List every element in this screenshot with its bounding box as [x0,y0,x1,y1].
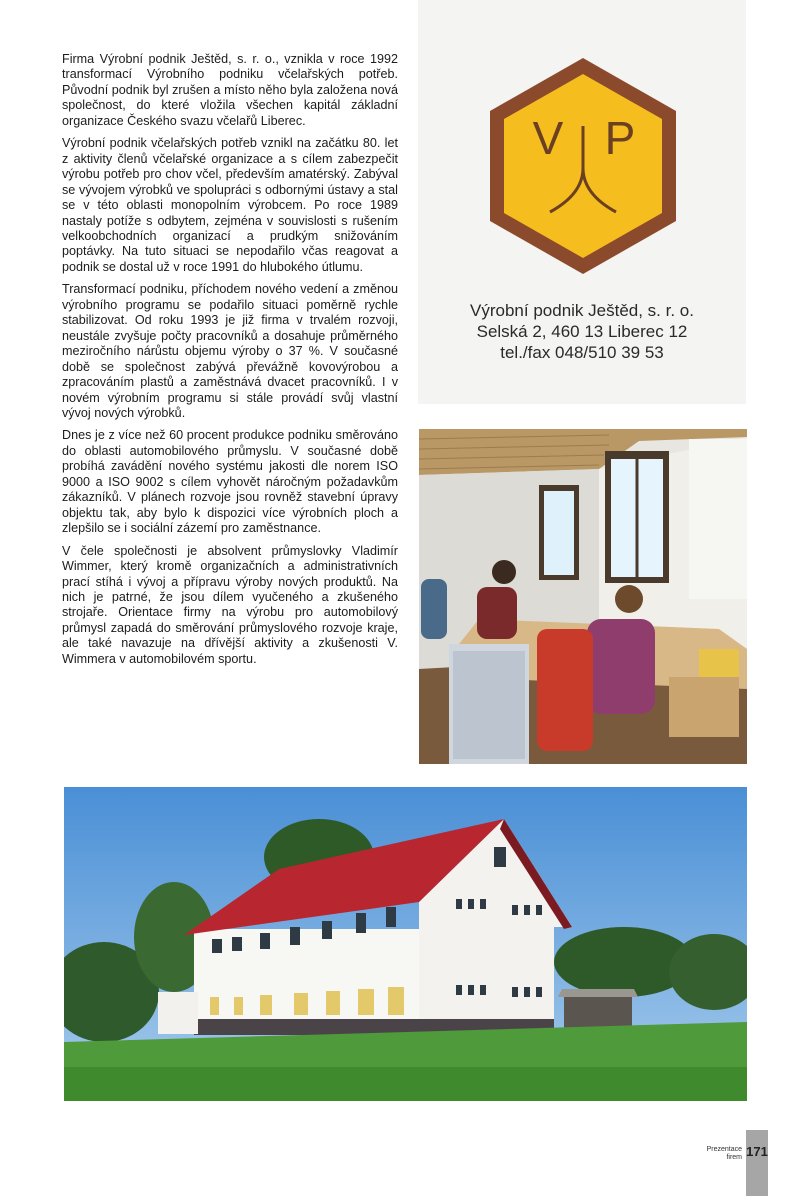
article-paragraph: V čele společnosti je absolvent průmyslovky Vladimír Wimmer, který kromě organizačních a administrativních prací stíhá i vývoj a přípravu výroby nových produktů. Na nich je patrné, že jsou dílem vyučeného a zkušeného strojaře. Orientace firmy na výrobu pro automobilový průmysl zapadá do směrování průmyslového rozvoje kraje, ale také navazuje na dřívější aktivity a zkušenosti V. Wimmera v automobilovém sportu. [62,543,398,666]
company-address: Selská 2, 460 13 Liberec 12 [476,322,688,341]
section-label-line1: Prezentace [706,1146,742,1153]
section-label [707,1146,742,1162]
article-paragraph: Výrobní podnik včelařských potřeb vznikl na začátku 80. let z aktivity členů včelařské organizace a s cílem zabezpečit výrobu potřeb pro chov včel, především amatérský. Zabýval se vývojem výrobků ve spolupráci s odbornými ústavy a stal se v této oblasti monopolním výrobcem. Po roce 1989 nastaly potíže s odbytem, zejména v souvislosti s rušením velkoobchodních organizací a prudkým snižováním poptávky. Na tuto situaci se nepodařilo včas reagovat a podnik se dostal už v roce 1991 do hlubokého útlumu. [62,136,398,274]
vp-hexagon-logo [488,56,678,276]
company-name: Výrobní podnik Ještěd, s. r. o. [470,301,694,320]
company-logo-panel [418,0,746,404]
company-phone: tel./fax 048/510 39 53 [500,343,664,362]
article-paragraph: Firma Výrobní podnik Ještěd, s. r. o., vznikla v roce 1992 transformací Výrobního podniku včelařských potřeb. Původní podnik byl zrušen a místo něho byla založena nová společnost, do které vložila všechen kapitál základní organizace Českého svazu včelařů Liberec. [62,52,398,128]
page-number: 171 [746,1144,768,1159]
page-footer [707,1136,768,1166]
logo-letter-p: P [604,112,636,164]
article-paragraph: Dnes je z více než 60 procent produkce podniku směrováno do oblasti automobilového průmyslu. V současné době probíhá zavádění nového systému jakosti dle norem ISO 9000 a ISO 9002 s cílem vyhovět náročným požadavkům zákazníků. V plánech rozvoje jsou rovněž stavební úpravy objektu tak, aby bylo k dispozici více výrobních ploch a zlepšilo se i sociální zázemí pro zaměstnance. [62,428,398,536]
company-contact [418,300,746,363]
page-number-tab [746,1130,768,1196]
article-paragraph: Transformací podniku, příchodem nového vedení a změnou výrobního programu se podařilo situaci poměrně rychle stabilizovat. Od roku 1993 je již firma v trvalém rozvoji, neustále zvyšuje počty pracovníků a dosahuje průměrného meziročního nárůstu objemu výroby o 37 %. V současné době se společnost zabývá převážně kovovýrobou a zpracováním plastů a zaměstnává dvacet pracovníků. I v novém výrobním programu si stále provádí svůj vlastní vývoj nových výrobků. [62,282,398,420]
article-text [62,52,398,674]
section-label-line2: firem [726,1154,742,1161]
building-photo [64,787,747,1101]
office-photo [419,429,747,764]
logo-letter-v: V [532,112,564,164]
